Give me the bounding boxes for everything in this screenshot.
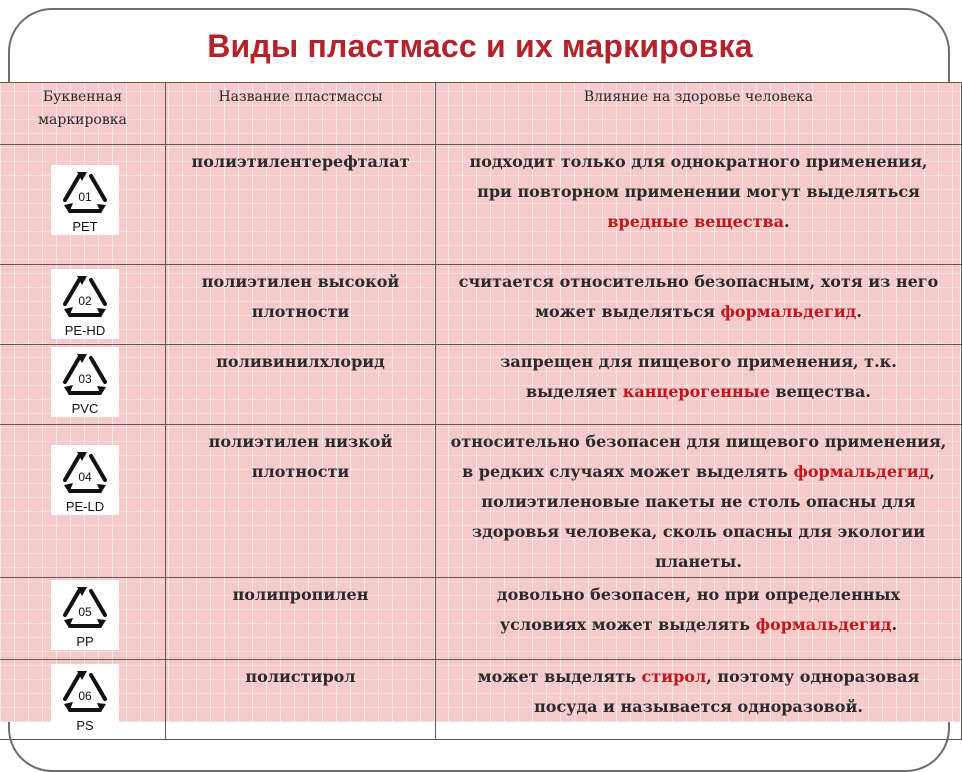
plastic-name-text: полиэтилентерефталат — [191, 152, 410, 171]
recycling-symbol — [51, 580, 119, 650]
plastics-table — [0, 82, 962, 740]
plastic-name — [166, 578, 436, 660]
health-effect — [436, 578, 962, 660]
effect-text-segment: . — [856, 302, 862, 321]
marking-cell — [0, 145, 166, 265]
page-title: Виды пластмасс и их маркировка — [207, 28, 753, 64]
resin-code: PVC — [71, 401, 99, 416]
table-row — [0, 145, 962, 265]
table-row — [0, 345, 962, 425]
health-effect — [436, 145, 962, 265]
plastics-table-container — [0, 82, 960, 733]
health-effect — [436, 425, 962, 578]
header-health-effect: Влияние на здоровье человека — [436, 83, 962, 145]
resin-number: 01 — [78, 190, 92, 204]
highlighted-substance: вредные вещества — [607, 212, 784, 231]
table-row — [0, 425, 962, 578]
resin-code: PET — [72, 219, 98, 234]
table-row — [0, 578, 962, 660]
resin-code: PS — [76, 718, 94, 733]
effect-text-segment: относительно безопасен для пищевого применения, в редких случаях может выделять — [450, 432, 947, 481]
resin-number: 04 — [78, 470, 92, 484]
effect-text-segment: . — [784, 212, 790, 231]
resin-number: 06 — [78, 689, 92, 703]
resin-number: 02 — [78, 294, 92, 308]
effect-text-segment: . — [891, 615, 898, 634]
effect-text-segment: может выделять — [477, 667, 642, 686]
effect-text-segment: вещества. — [769, 382, 871, 401]
health-effect-text — [464, 347, 934, 407]
header-marking: Буквенная маркировка — [0, 83, 166, 145]
plastic-name-text: полипропилен — [232, 585, 369, 604]
highlighted-substance: формальдегид — [793, 462, 930, 481]
plastic-name — [166, 145, 436, 265]
marking-cell — [0, 265, 166, 345]
highlighted-substance: канцерогенные — [622, 382, 770, 401]
recycling-symbol — [51, 445, 119, 515]
health-effect — [436, 265, 962, 345]
health-effect — [436, 345, 962, 425]
recycling-symbol — [51, 664, 119, 734]
marking-cell — [0, 345, 166, 425]
highlighted-substance: формальдегид — [720, 302, 857, 321]
effect-text-segment: подходит только для однократного применения, при повторном применении могут выделяться — [469, 152, 928, 201]
resin-number: 05 — [78, 605, 92, 619]
health-effect-text — [474, 662, 924, 722]
effect-text-segment: , полиэтиленовые пакеты не столь опасны для здоровья человека, сколь опасны для экологии планеты. — [471, 462, 935, 571]
recycling-symbol — [51, 165, 119, 235]
plastic-name — [166, 265, 436, 345]
effect-text-segment: довольно безопасен, но при определенных условиях может выделять — [496, 585, 901, 634]
plastic-name — [166, 345, 436, 425]
resin-code: PE-LD — [65, 499, 105, 514]
health-effect-text — [454, 267, 944, 327]
plastic-name — [166, 660, 436, 740]
effect-text-segment: запрещен для пищевого применения, т.к. выделяет — [500, 352, 897, 401]
recycling-symbol — [51, 269, 119, 339]
resin-number: 03 — [78, 372, 92, 386]
plastic-name-text: полистирол — [245, 667, 356, 686]
effect-text-segment: , поэтому одноразовая посуда и называется одноразовой. — [534, 667, 920, 716]
marking-cell — [0, 660, 166, 740]
health-effect-text — [454, 147, 944, 237]
plastic-name-text: поливинилхлорид — [216, 352, 385, 371]
health-effect-text — [464, 580, 934, 640]
table-row — [0, 660, 962, 740]
marking-cell — [0, 578, 166, 660]
resin-code: PP — [76, 634, 94, 649]
header-plastic-name: Название пластмассы — [166, 83, 436, 145]
health-effect-text — [443, 427, 955, 577]
table-header-row — [0, 83, 962, 145]
highlighted-substance: формальдегид — [755, 615, 892, 634]
highlighted-substance: стирол — [641, 667, 707, 686]
table-row — [0, 265, 962, 345]
plastic-name — [166, 425, 436, 578]
effect-text-segment: считается относительно безопасным, хотя из него может выделяться — [458, 272, 939, 321]
plastic-name-text: полиэтилен низкой плотности — [208, 432, 393, 481]
health-effect — [436, 660, 962, 740]
recycling-symbol — [51, 347, 119, 417]
marking-cell — [0, 425, 166, 578]
plastic-name-text: полиэтилен высокой плотности — [201, 272, 400, 321]
resin-code: PE-HD — [64, 323, 106, 338]
